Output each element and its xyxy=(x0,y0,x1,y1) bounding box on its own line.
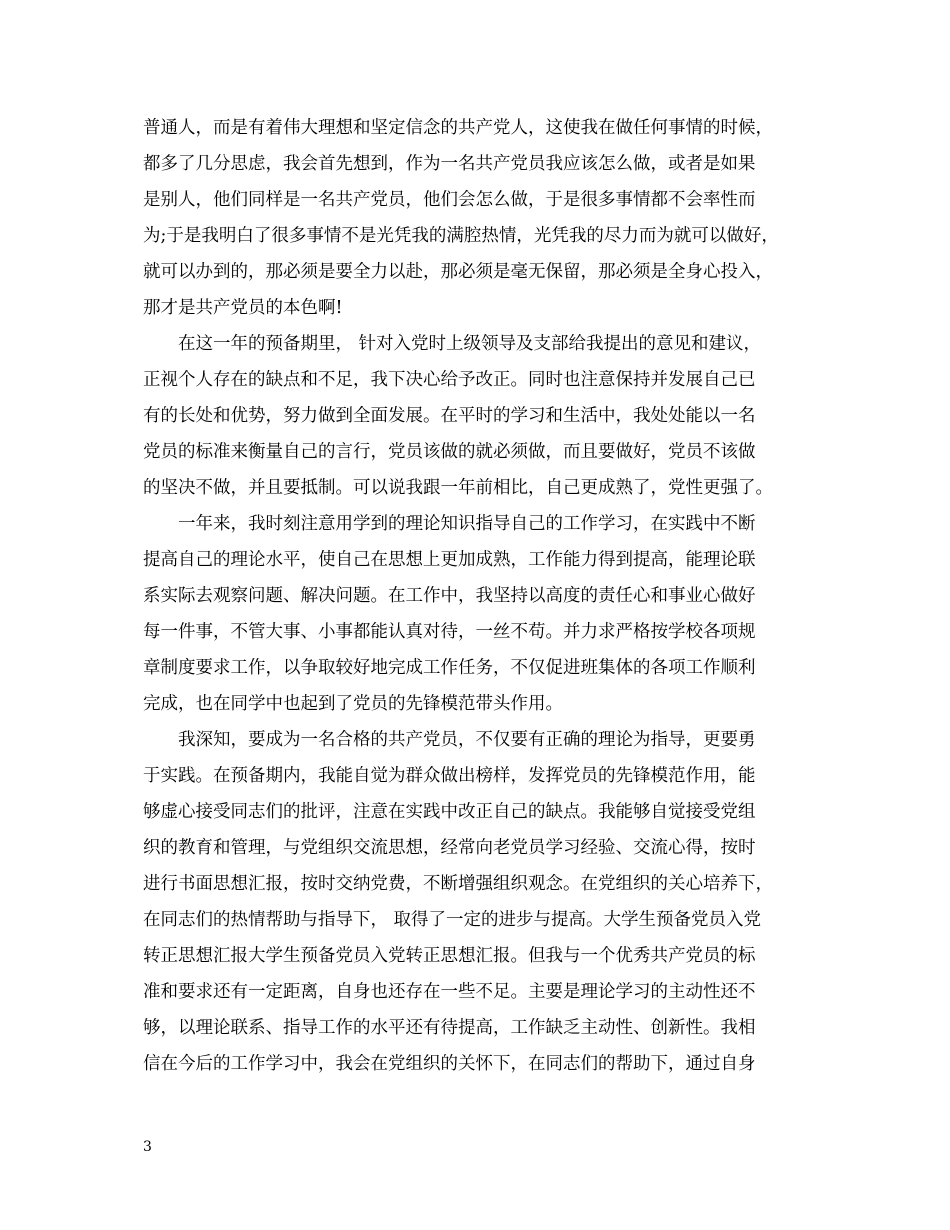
text-line: 章制度要求工作，以争取较好地完成工作任务，不仅促进班集体的各项工作顺利 xyxy=(143,658,756,678)
text-line: 织的教育和管理，与党组织交流思想，经常向老党员学习经验、交流心得，按时 xyxy=(143,838,756,858)
text-line: 有的长处和优势，努力做到全面发展。在平时的学习和生活中，我处处能以一名 xyxy=(143,406,756,426)
text-line: 普通人，而是有着伟大理想和坚定信念的共产党人，这使我在做任何事情的时候， xyxy=(143,118,773,138)
text-line: 在这一年的预备期里， 针对入党时上级领导及支部给我提出的意见和建议， xyxy=(178,334,762,354)
text-line: 党员的标准来衡量自己的言行，党员该做的就必须做，而且要做好，党员不该做 xyxy=(143,442,756,462)
text-line: 的坚决不做，并且要抵制。可以说我跟一年前相比，自己更成熟了，党性更强了。 xyxy=(143,478,773,498)
text-line: 提高自己的理论水平，使自己在思想上更加成熟，工作能力得到提高，能理论联 xyxy=(143,550,756,570)
text-line: 一年来，我时刻注意用学到的理论知识指导自己的工作学习，在实践中不断 xyxy=(178,514,756,534)
text-line: 正视个人存在的缺点和不足，我下决心给予改正。同时也注意保持并发展自己已 xyxy=(143,370,756,390)
text-line: 信在今后的工作学习中，我会在党组织的关怀下，在同志们的帮助下，通过自身 xyxy=(143,1054,756,1074)
text-line: 准和要求还有一定距离，自身也还存在一些不足。主要是理论学习的主动性还不 xyxy=(143,982,756,1002)
text-line: 够，以理论联系、指导工作的水平还有待提高，工作缺乏主动性、创新性。我相 xyxy=(143,1018,756,1038)
text-line: 我深知，要成为一名合格的共产党员，不仅要有正确的理论为指导，更要勇 xyxy=(178,730,756,750)
text-line: 为;于是我明白了很多事情不是光凭我的满腔热情，光凭我的尽力而为就可以做好， xyxy=(143,226,779,246)
text-line: 每一件事，不管大事、小事都能认真对待，一丝不苟。并力求严格按学校各项规 xyxy=(143,622,756,642)
text-line: 于实践。在预备期内，我能自觉为群众做出榜样，发挥党员的先锋模范作用，能 xyxy=(143,766,756,786)
page-number: 3 xyxy=(143,1139,152,1155)
text-line: 就可以办到的，那必须是要全力以赴，那必须是毫无保留，那必须是全身心投入， xyxy=(143,262,773,282)
text-line: 转正思想汇报大学生预备党员入党转正思想汇报。但我与一个优秀共产党员的标 xyxy=(143,946,756,966)
text-line: 进行书面思想汇报，按时交纳党费，不断增强组织观念。在党组织的关心培养下， xyxy=(143,874,773,894)
text-line: 那才是共产党员的本色啊! xyxy=(143,298,343,318)
text-line: 都多了几分思虑，我会首先想到，作为一名共产党员我应该怎么做，或者是如果 xyxy=(143,154,756,174)
text-line: 够虚心接受同志们的批评，注意在实践中改正自己的缺点。我能够自觉接受党组 xyxy=(143,802,756,822)
text-line: 在同志们的热情帮助与指导下， 取得了一定的进步与提高。大学生预备党员入党 xyxy=(143,910,762,930)
text-line: 是别人，他们同样是一名共产党员，他们会怎么做，于是很多事情都不会率性而 xyxy=(143,190,756,210)
text-line: 系实际去观察问题、解决问题。在工作中，我坚持以高度的责任心和事业心做好 xyxy=(143,586,756,606)
text-line: 完成，也在同学中也起到了党员的先锋模范带头作用。 xyxy=(143,694,563,714)
